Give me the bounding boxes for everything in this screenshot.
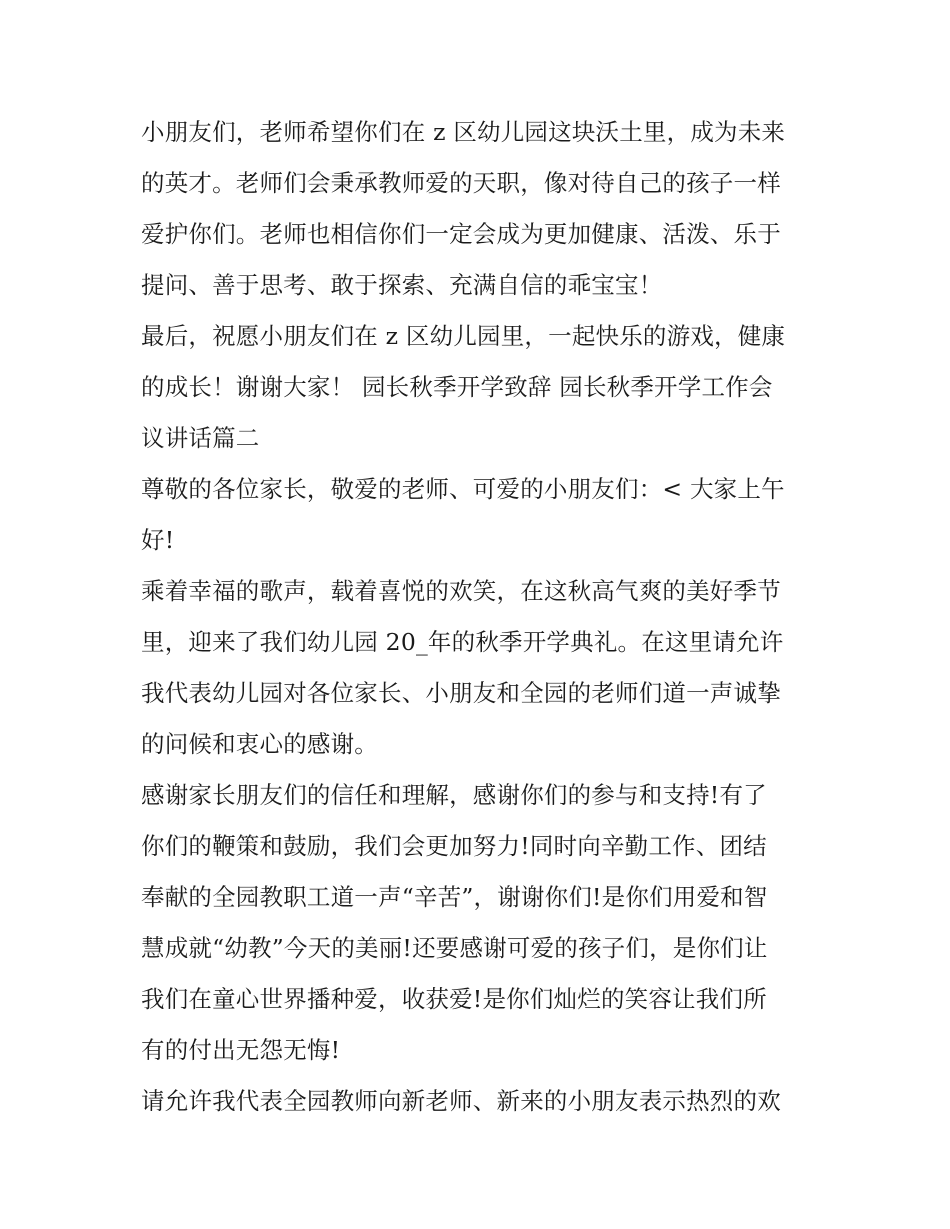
text-line: 的问候和衷心的感谢。: [141, 730, 378, 758]
text-line: 慧成就“幼教”今天的美丽!还要感谢可爱的孩子们，是你们让: [141, 934, 768, 962]
text-line: 请允许我代表全园教师向新老师、新来的小朋友表示热烈的欢: [141, 1087, 781, 1115]
text-line: 有的付出无怨无悔!: [141, 1036, 341, 1064]
text-line: 小朋友们，老师希望你们在 z 区幼儿园这块沃土里，成为未来: [141, 118, 786, 146]
text-line: 感谢家长朋友们的信任和理解，感谢你们的参与和支持!有了: [141, 781, 767, 809]
text-line: 提问、善于思考、敢于探索、充满自信的乖宝宝！: [141, 271, 663, 299]
text-line: 的成长！谢谢大家！ 园长秋季开学致辞 园长秋季开学工作会: [141, 373, 773, 401]
text-line: 爱护你们。老师也相信你们一定会成为更加健康、活泼、乐于: [141, 220, 781, 248]
text-line: 我们在童心世界播种爱，收获爱!是你们灿烂的笑容让我们所: [141, 985, 767, 1013]
text-line: 的英才。老师们会秉承教师爱的天职，像对待自己的孩子一样: [141, 169, 781, 197]
text-line: 议讲话篇二: [141, 424, 260, 452]
text-line: 乘着幸福的歌声，载着喜悦的欢笑，在这秋高气爽的美好季节: [141, 577, 781, 605]
text-line: 好!: [141, 526, 175, 554]
text-line: 里，迎来了我们幼儿园 20_年的秋季开学典礼。在这里请允许: [141, 628, 784, 656]
text-line: 最后，祝愿小朋友们在 z 区幼儿园里，一起快乐的游戏，健康: [141, 322, 786, 350]
text-line: 尊敬的各位家长，敬爱的老师、可爱的小朋友们：< 大家上午: [141, 475, 785, 503]
text-line: 奉献的全园教职工道一声“辛苦”，谢谢你们!是你们用爱和智: [141, 883, 768, 911]
text-line: 你们的鞭策和鼓励，我们会更加努力!同时向辛勤工作、团结: [141, 832, 767, 860]
text-line: 我代表幼儿园对各位家长、小朋友和全园的老师们道一声诚挚: [141, 679, 781, 707]
document-body: [141, 107, 821, 1127]
